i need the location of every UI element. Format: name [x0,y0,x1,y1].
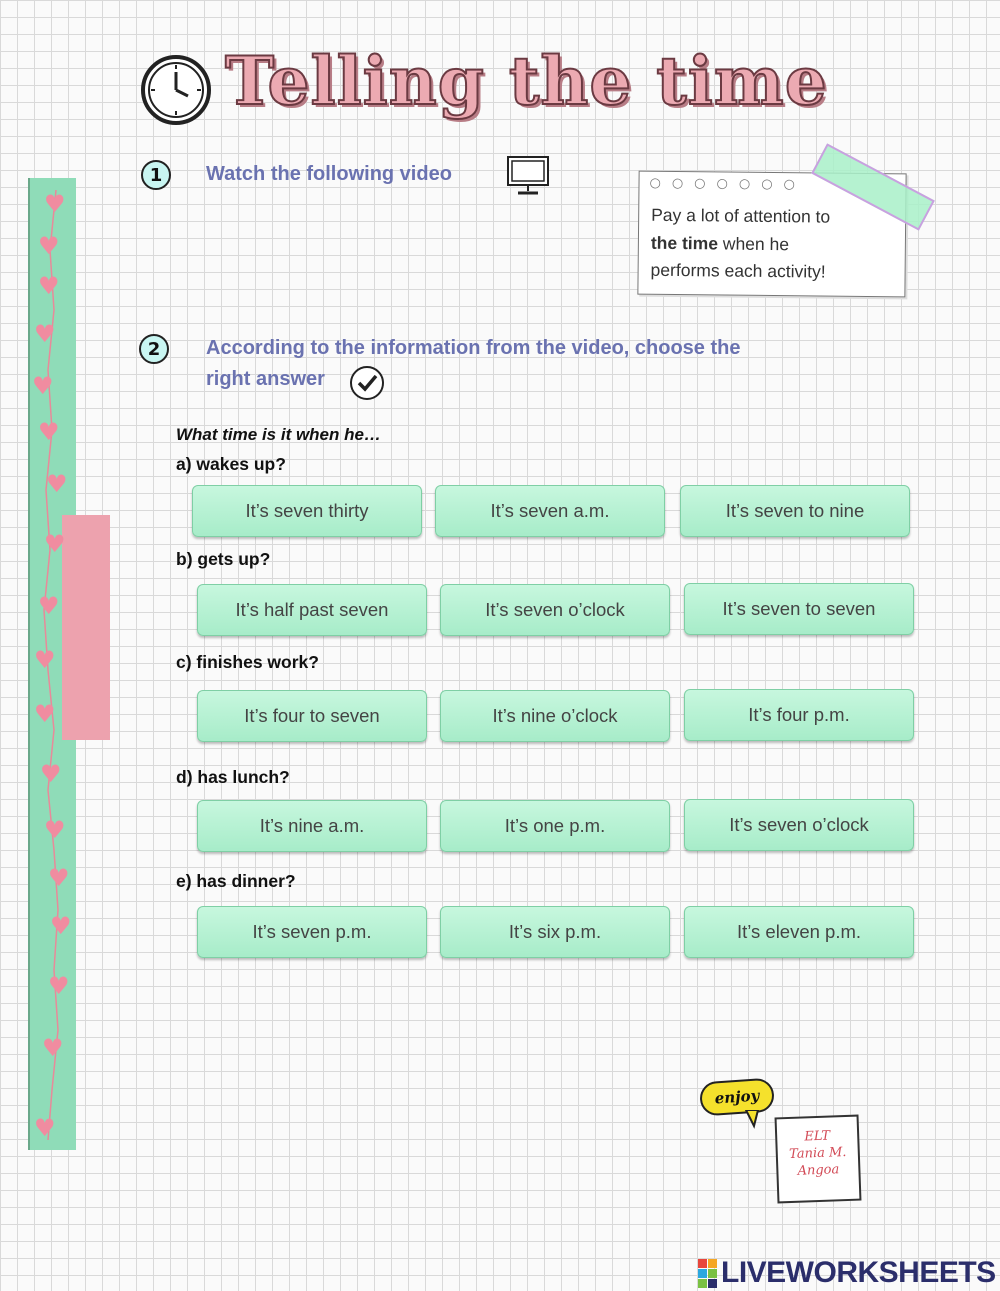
option-c2[interactable]: It’s nine o’clock [440,690,670,742]
heart-icon: ♥ [34,646,56,674]
question-d: d) has lunch? [176,767,290,787]
option-d1[interactable]: It’s nine a.m. [197,800,427,852]
option-a2[interactable]: It’s seven a.m. [435,485,665,537]
section-1-heading: Watch the following video [206,163,452,185]
check-circle-icon [348,364,386,402]
option-b2[interactable]: It’s seven o’clock [440,584,670,636]
logo-text: LIVEWORKSHEETS [721,1256,996,1289]
heart-icon: ♥ [34,320,56,348]
signature-line-3: Angoa [797,1162,840,1179]
heart-icon: ♥ [38,232,60,260]
question-e: e) has dinner? [176,871,296,891]
quiz-intro: What time is it when he… [176,425,381,444]
sticker-tail [744,1110,764,1130]
liveworksheets-logo [698,1256,996,1290]
section-2-heading-line-1: According to the information from the video, choose the [206,337,741,359]
logo-mark-icon [698,1259,717,1288]
monitor-icon [506,155,550,197]
note-line-3: performs each activity! [650,259,826,282]
heart-icon: ♥ [38,272,60,300]
option-e2[interactable]: It’s six p.m. [440,906,670,958]
heart-icon: ♥ [46,470,68,498]
note-line-1: Pay a lot of attention to [651,204,831,227]
signature-line-1: ELT [804,1128,831,1145]
question-b: b) gets up? [176,549,271,569]
section-2-heading-line-2: right answer [206,368,325,390]
heart-icon: ♥ [32,372,54,400]
section-2-number: 2 [139,334,169,364]
option-a3[interactable]: It’s seven to nine [680,485,910,537]
option-c1[interactable]: It’s four to seven [197,690,427,742]
heart-icon: ♥ [38,418,60,446]
option-d3[interactable]: It’s seven o’clock [684,799,914,851]
clock-icon [140,54,212,126]
question-a: a) wakes up? [176,454,286,474]
heart-icon: ♥ [44,190,66,218]
page-title: Telling the time [225,42,828,120]
option-e3[interactable]: It’s eleven p.m. [684,906,914,958]
note-bold: the time [650,232,719,253]
heart-icon: ♥ [50,912,72,940]
heart-icon: ♥ [42,1034,64,1062]
heart-icon: ♥ [34,700,56,728]
heart-icon: ♥ [34,1114,56,1142]
option-c3[interactable]: It’s four p.m. [684,689,914,741]
heart-icon: ♥ [48,972,70,1000]
option-a1[interactable]: It’s seven thirty [192,485,422,537]
author-signature [775,1115,862,1204]
question-c: c) finishes work? [176,652,319,672]
note-holes: ○○○○○○○ [649,175,807,193]
heart-icon: ♥ [40,760,62,788]
signature-line-2: Tania M. [788,1145,847,1162]
note-line-2: when he [717,232,790,254]
option-e1[interactable]: It’s seven p.m. [197,906,427,958]
note-text [650,202,891,287]
heart-icon: ♥ [38,592,60,620]
heart-icon: ♥ [48,864,70,892]
option-d2[interactable]: It’s one p.m. [440,800,670,852]
section-1-number: 1 [141,160,171,190]
enjoy-sticker: enjoy [699,1077,775,1116]
heart-icon: ♥ [44,816,66,844]
option-b1[interactable]: It’s half past seven [197,584,427,636]
option-b3[interactable]: It’s seven to seven [684,583,914,635]
heart-icon: ♥ [44,530,66,558]
